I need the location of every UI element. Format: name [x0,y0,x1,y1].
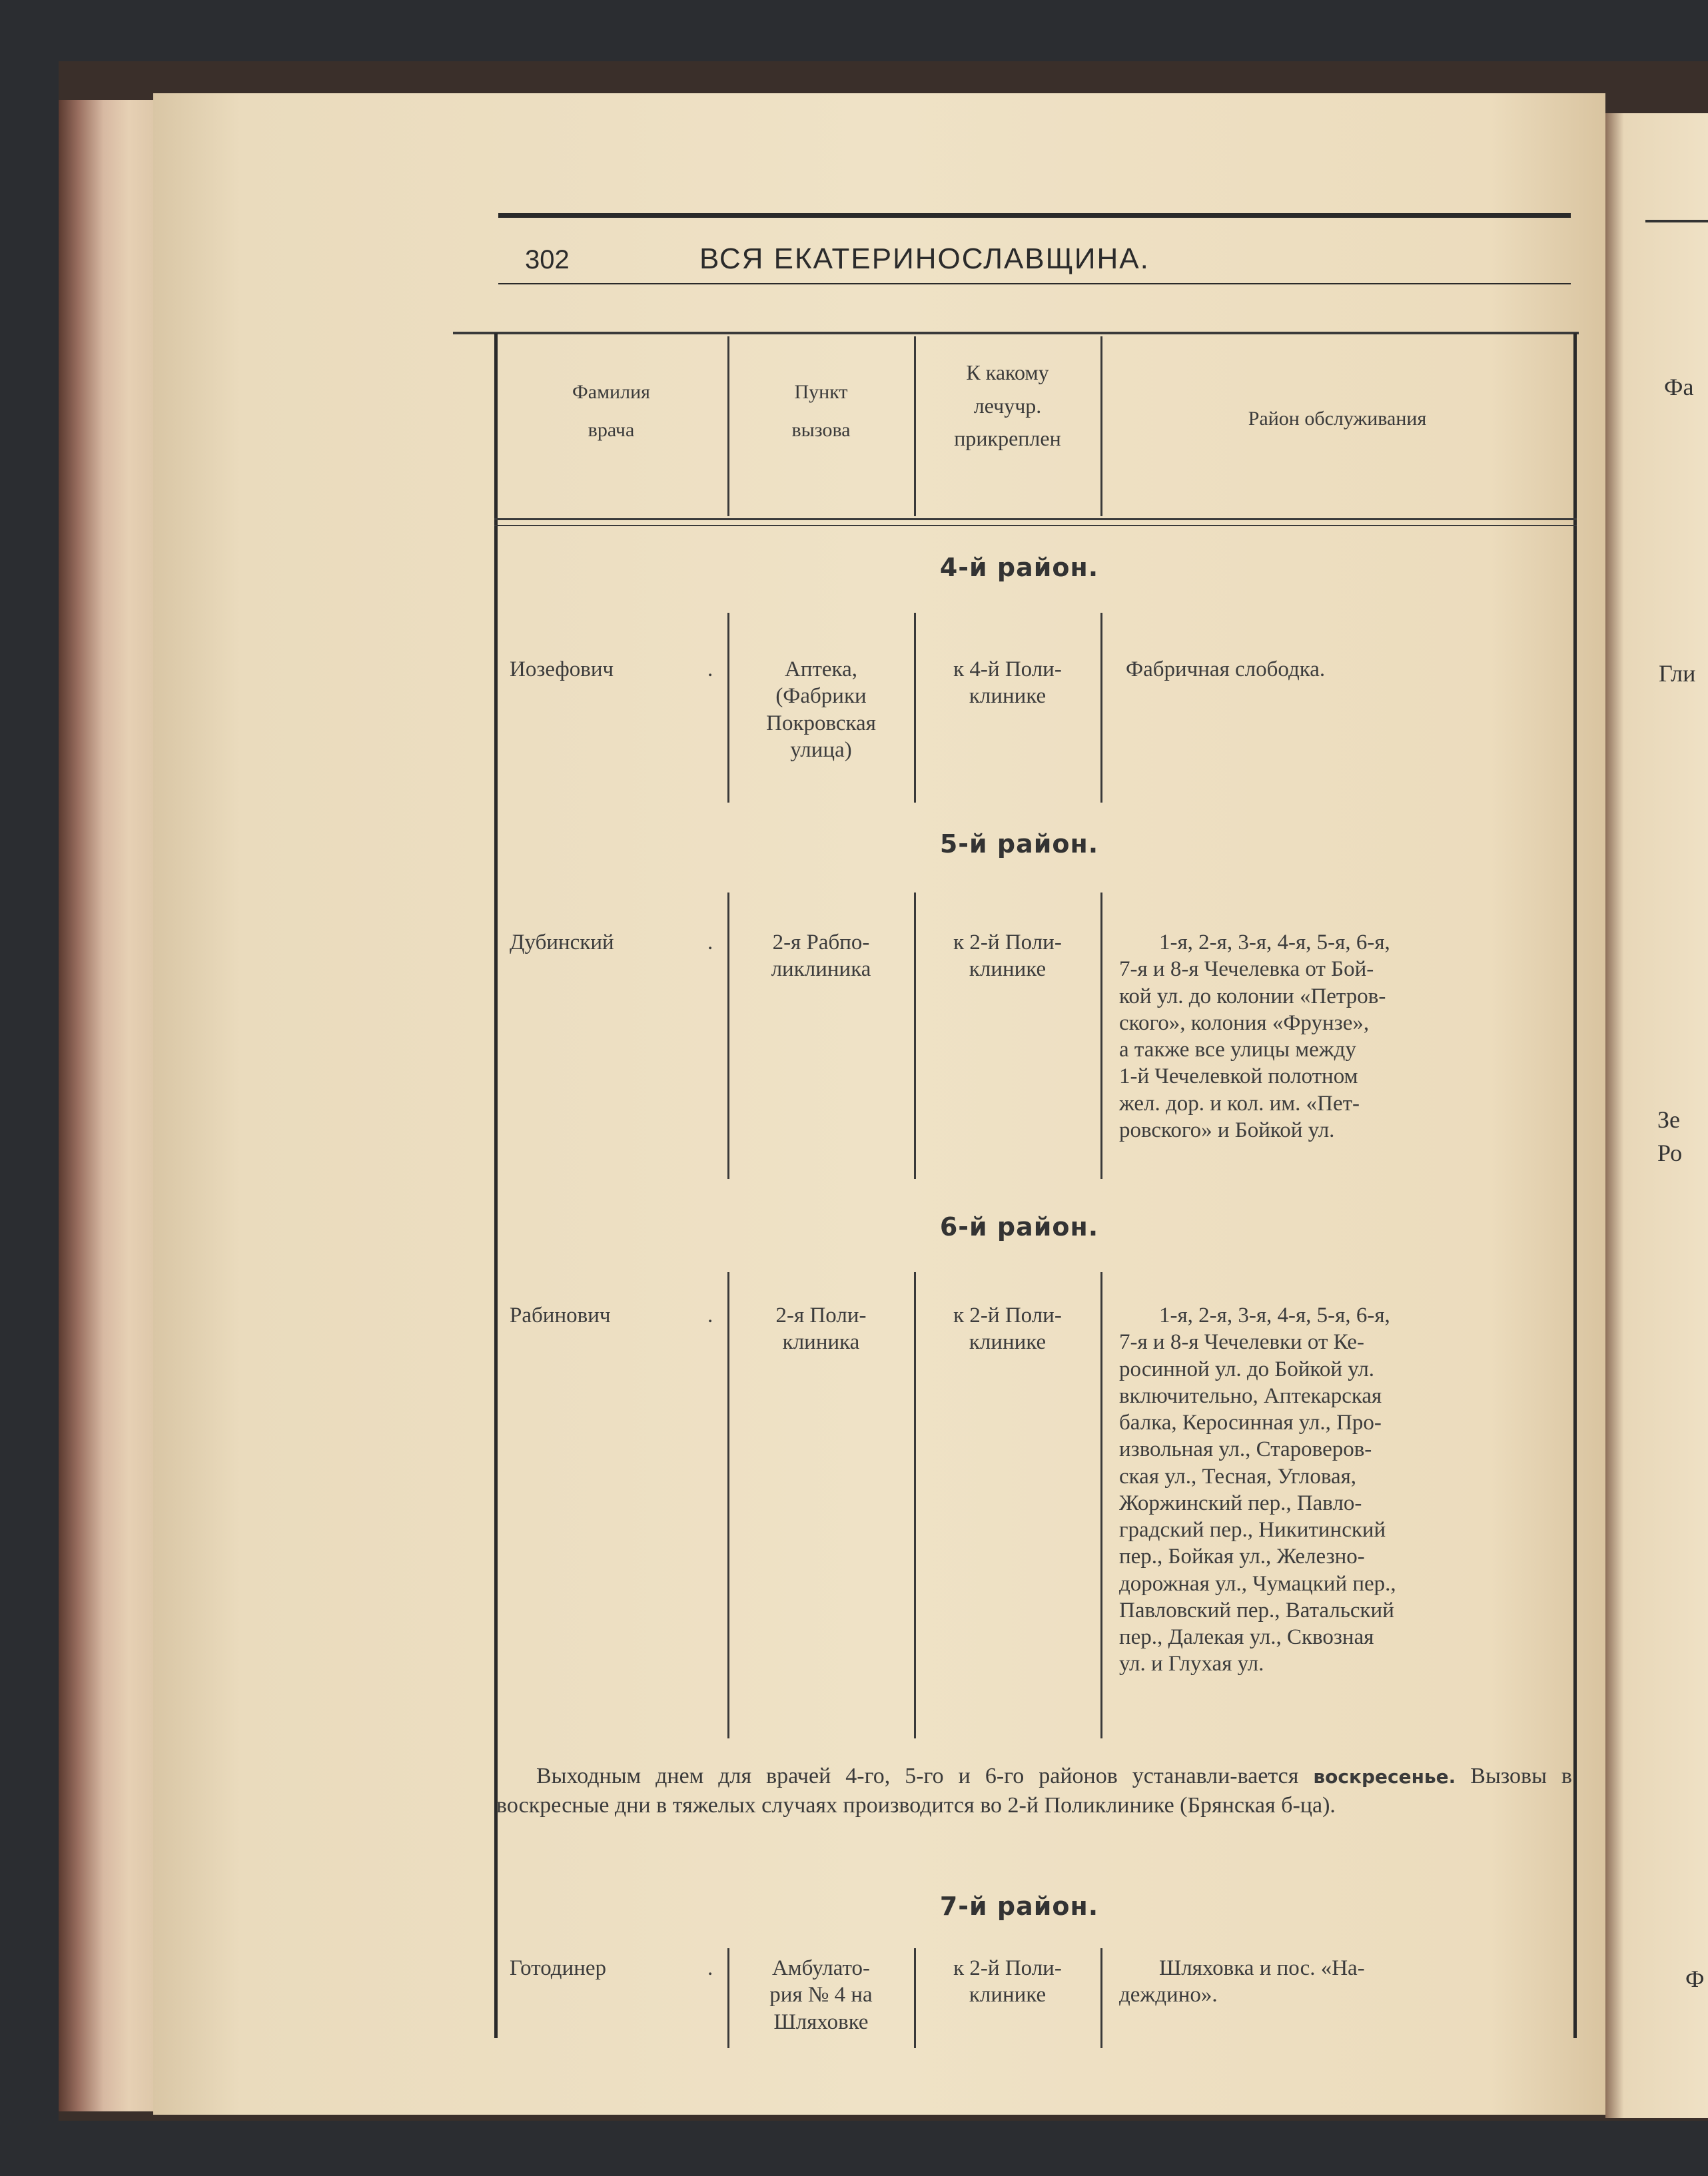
call-point: Аптека, (Фабрики Покровская улица) [766,657,876,762]
leader-dot: . [707,1303,713,1327]
call-point: 2-я Поли- клиника [775,1303,867,1355]
attached-clinic: к 2-й Поли- клинике [953,1956,1062,2007]
running-head: ВСЯ ЕКАТЕРИНОСЛАВЩИНА. [699,242,1150,275]
attached-clinic: к 2-й Поли- клинике [953,930,1062,982]
doctor-name: Иозефович [510,657,614,681]
leader-dot: . [707,657,713,681]
header-top-rule [498,213,1571,218]
next-page-rule [1645,220,1708,222]
weekend-note [496,1762,1572,1820]
header-service-area: Район обслуживания [1248,408,1427,430]
doctor-name: Рабинович [510,1303,611,1327]
next-page-edge [1605,113,1708,2118]
next-page-fragment: Фа [1664,374,1694,400]
table-header-rule [494,518,1577,520]
attached-clinic: к 4-й Поли- клинике [953,657,1062,709]
header-doctor: Фамилия врача [572,381,650,441]
call-point: Амбулато- рия № 4 на Шляховке [769,1956,873,2034]
service-area: Фабричная слободка. [1126,657,1326,681]
book-edge [59,100,159,2111]
column-separator [1100,1948,1102,2048]
note-text: Вызовы в воскресные дни в тяжелых случаях производится во 2-й Поликлинике (Брянская б-ца). [496,1764,1572,1818]
district-title: 7-й район. [939,1892,1099,1921]
header-bottom-rule [498,283,1571,284]
next-page-fragment: Ф [1685,1966,1705,1992]
next-page-fragment: Зе [1657,1106,1681,1133]
service-area: Шляховка и пос. «На- деждино». [1119,1956,1365,2007]
leader-dot: . [707,1956,713,1980]
district-title: 5-й район. [939,829,1099,859]
table-top-border [453,332,1579,334]
attached-clinic: к 2-й Поли- клинике [953,1303,1062,1355]
column-separator [1100,613,1102,803]
call-point: 2-я Рабпо- ликлиника [771,930,871,982]
table-right-border [1573,333,1577,2038]
header-attached: К какому лечучр. прикреплен [954,360,1061,451]
district-title: 6-й район. [939,1212,1099,1242]
next-page-fragment: Гли [1659,660,1696,687]
next-page-fragment: Ро [1657,1140,1683,1166]
doctor-name: Готодинер [510,1956,607,1980]
service-area: 1-я, 2-я, 3-я, 4-я, 5-я, 6-я, 7-я и 8-я Чечелевка от Бой- кой ул. до колонии «Петров- ского», колония «Фрунзе», а также все улицы между 1-й Чечелевкой полотном жел. дор. и кол. им. «Пет- ровского» и Бойкой ул. [1119,930,1390,1142]
district-title: 4-й район. [939,553,1099,582]
header-call-point: Пункт вызова [791,381,851,441]
column-separator [1100,893,1102,1179]
table-header-rule-2 [494,525,1577,526]
leader-dot: . [707,930,713,954]
note-bold: воскресенье. [1313,1766,1456,1788]
note-text: Выходным днем для врачей 4-го, 5-го и 6-го районов устанавли-вается [536,1764,1314,1788]
doctor-name: Дубинский [510,930,614,954]
service-area: 1-я, 2-я, 3-я, 4-я, 5-я, 6-я, 7-я и 8-я Чечелевки от Ке- росинной ул. до Бойкой ул. включительно, Аптекарская балка, Керосинная ул., Про- извольная ул., Староверов- ская ул., Тесная, Угловая, Жоржинский пер., Павло- градский пер., Никитинский пер., Бойкая ул., Железно- дорожная ул., Чумацкий пер., Павловский пер., Ватальский пер., Далекая ул., Сквозная ул. и Глухая ул. [1119,1303,1396,1676]
column-separator [1100,1272,1102,1738]
page-number: 302 [525,245,570,274]
